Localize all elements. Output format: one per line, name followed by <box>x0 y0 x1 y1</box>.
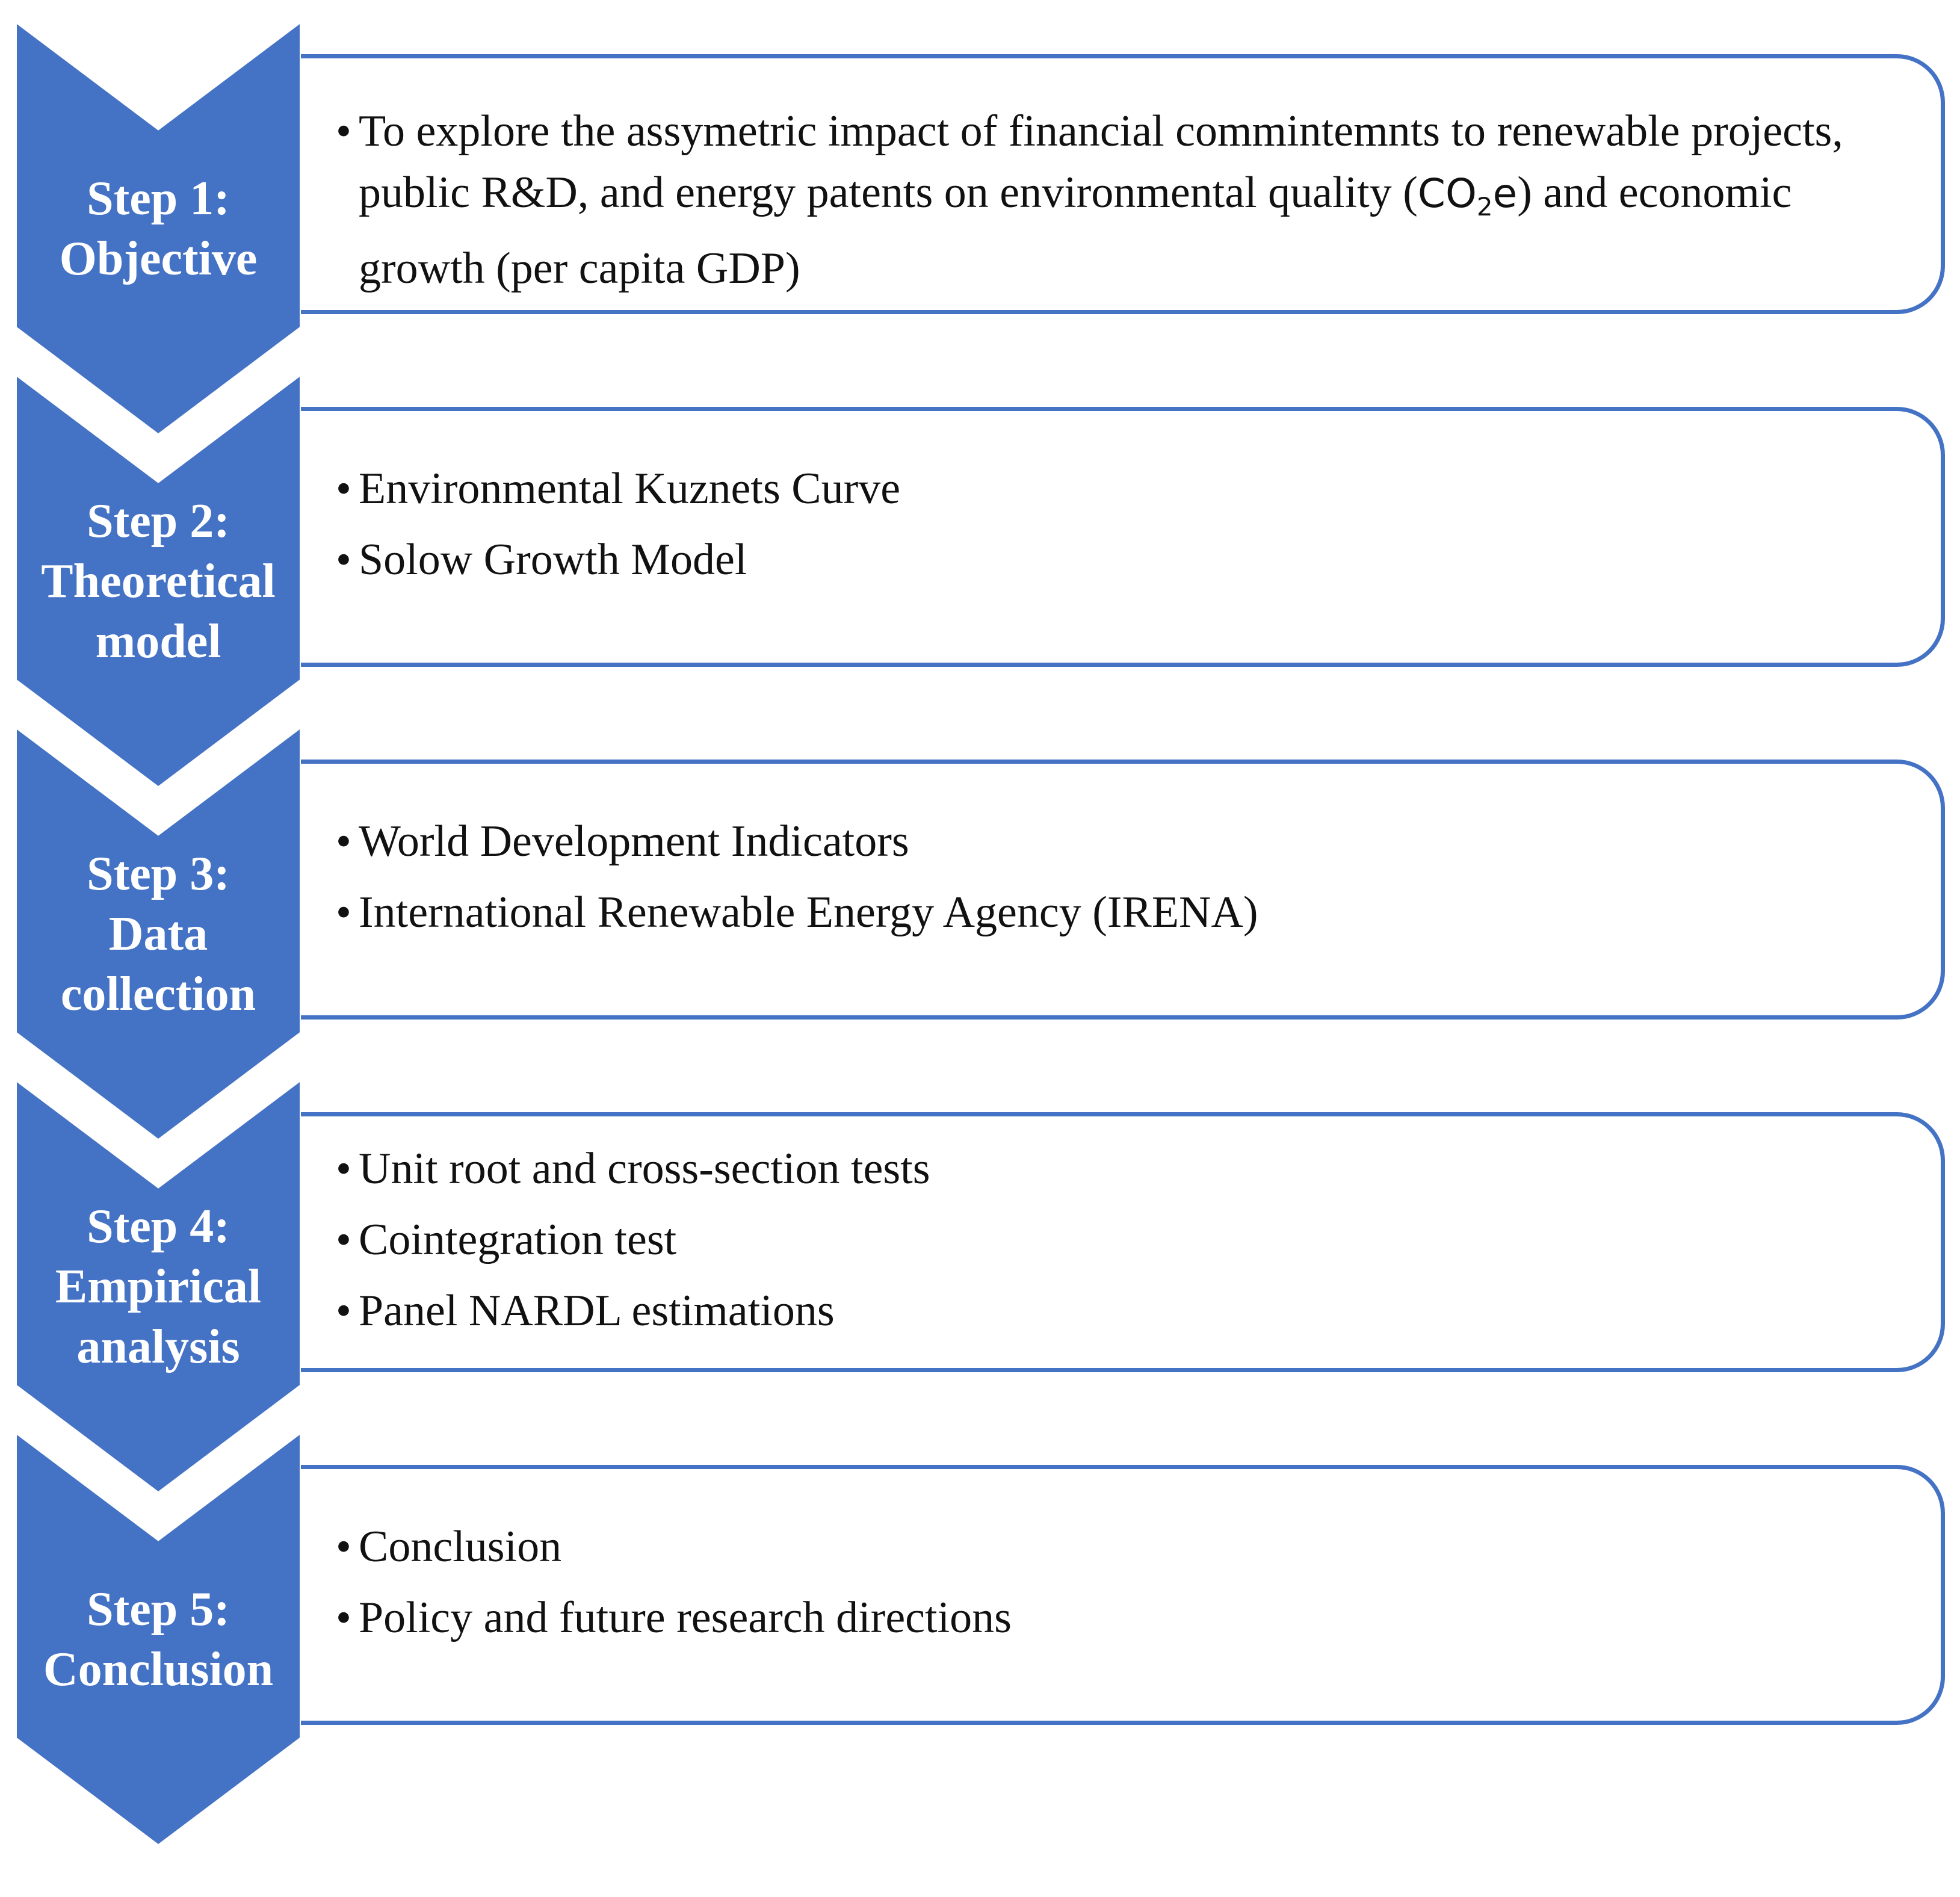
objective-text: To explore the assymetric impact of financial commintemnts to renewable projects, public R&D, and energy patents on environmental quality ( <box>359 107 1843 217</box>
step-4-bullet-1: • Unit root and cross-section tests <box>336 1133 1917 1204</box>
step-4-bullet-3: • Panel NARDL estimations <box>336 1275 1917 1346</box>
step-2-bullet-2: • Solow Growth Model <box>336 524 1917 595</box>
step-2-box <box>301 407 1945 667</box>
step-5-label: Step 5: Conclusion <box>43 1583 274 1696</box>
objective-text-tail: ) and economic growth (per capita GDP) <box>359 168 1792 294</box>
step-1-bullets <box>336 101 1917 299</box>
step-1-box <box>301 54 1945 314</box>
step-2-label: Step 2: Theoretical model <box>41 495 276 668</box>
step-3-bullet-2: • International Renewable Energy Agency (IRENA) <box>336 877 1917 948</box>
step-3-label: Step 3: Data collection <box>60 847 256 1021</box>
step-3-box <box>301 760 1945 1020</box>
step-4-label: Step 4: Empirical analysis <box>55 1200 262 1373</box>
step-3-bullet-1: • World Development Indicators <box>336 806 1917 877</box>
step-4-bullet-2: • Cointegration test <box>336 1204 1917 1275</box>
step-5-bullet-1: • Conclusion <box>336 1511 1917 1582</box>
step-2-bullet-1: • Environmental Kuznets Curve <box>336 453 1917 524</box>
step-4-bullets <box>336 1133 1917 1346</box>
step-2-bullets <box>336 453 1917 595</box>
step-1-bullet-1 <box>336 101 1917 299</box>
step-5-bullets <box>336 1511 1917 1653</box>
co2e-formula: $CO_2e$ <box>1417 170 1518 222</box>
step-5 <box>0 1435 1960 1897</box>
step-1-label: Step 1: Objective <box>59 172 258 285</box>
step-5-box <box>301 1465 1945 1725</box>
step-5-bullet-2: • Policy and future research directions <box>336 1582 1917 1653</box>
step-3-bullets <box>336 806 1917 948</box>
step-4-box <box>301 1112 1945 1372</box>
